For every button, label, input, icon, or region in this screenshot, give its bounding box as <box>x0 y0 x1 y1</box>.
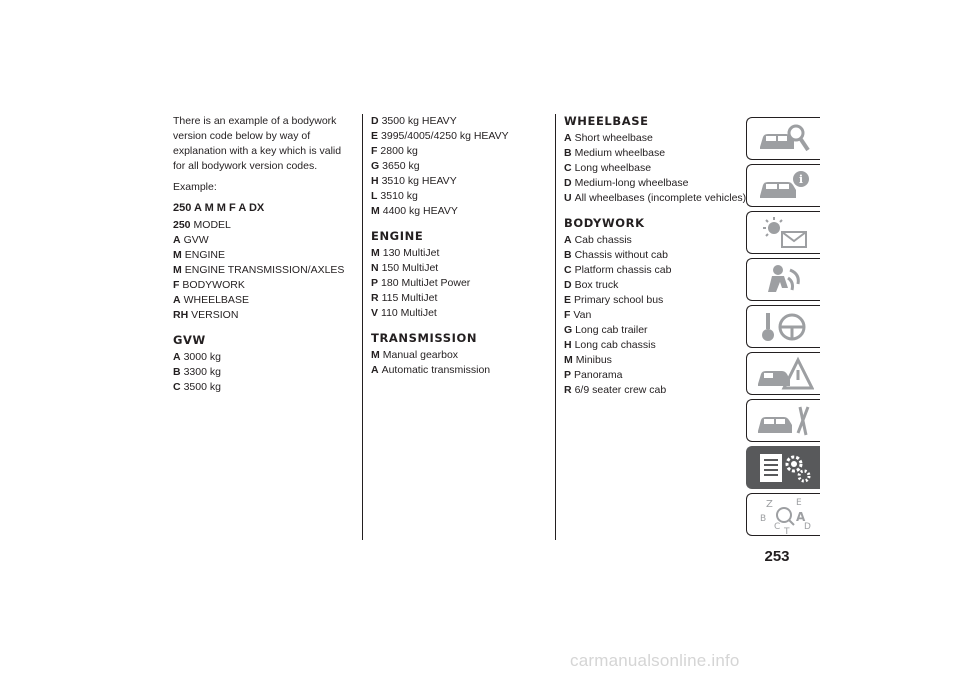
intro-text: There is an example of a bodywork version code below by way of explanation with a key which is valid for all bodywork version codes. <box>173 115 342 172</box>
bodywork-row: F Van <box>564 309 592 321</box>
key-row: RH VERSION <box>173 309 239 321</box>
bodywork-row: M Minibus <box>564 354 612 366</box>
wheelbase-heading: WHEELBASE <box>564 114 649 128</box>
column-3 <box>564 114 747 398</box>
example-label: Example: <box>173 181 217 193</box>
index-letter: Z <box>765 498 773 510</box>
wheelbase-row: D Medium-long wheelbase <box>564 177 689 189</box>
gvw-row: H 3510 kg HEAVY <box>371 175 457 187</box>
column-divider <box>362 114 363 540</box>
index-letter: T <box>783 526 789 535</box>
gvw-row: G 3650 kg <box>371 160 420 172</box>
gvw-row: C 3500 kg <box>173 381 221 393</box>
page-number: 253 <box>764 548 790 565</box>
column-divider <box>555 114 556 540</box>
column-1 <box>173 114 355 395</box>
key-row: A WHEELBASE <box>173 294 249 306</box>
tab-key-steering-wheel[interactable] <box>746 305 820 348</box>
wheelbase-row: B Medium wheelbase <box>564 147 666 159</box>
person-airbag-icon <box>754 262 814 298</box>
watermark-text: carmanualsonline.info <box>570 651 740 670</box>
wheelbase-row: A Short wheelbase <box>564 132 653 144</box>
wheelbase-row: U All wheelbases (incomplete vehicles) <box>564 192 747 204</box>
tab-car-info[interactable] <box>746 164 820 207</box>
tab-list-gears[interactable] <box>746 446 820 489</box>
list-gears-icon <box>754 450 814 486</box>
car-wrench-icon <box>754 403 814 439</box>
bodywork-heading: BODYWORK <box>564 216 645 230</box>
car-info-icon <box>754 168 814 204</box>
key-row: F BODYWORK <box>173 279 245 291</box>
engine-row: M 130 MultiJet <box>371 247 440 259</box>
transmission-heading: TRANSMISSION <box>371 331 478 345</box>
wheelbase-row: C Long wheelbase <box>564 162 652 174</box>
bodywork-row: A Cab chassis <box>564 234 632 246</box>
bodywork-row: B Chassis without cab <box>564 249 668 261</box>
key-row: A GVW <box>173 234 209 246</box>
engine-row: P 180 MultiJet Power <box>371 277 471 289</box>
engine-row: V 110 MultiJet <box>371 307 437 319</box>
car-magnifier-icon <box>754 121 814 157</box>
bodywork-row: G Long cab trailer <box>564 324 648 336</box>
tab-car-wrench[interactable] <box>746 399 820 442</box>
key-list <box>173 218 355 323</box>
transmission-row: A Automatic transmission <box>371 364 491 376</box>
svg-text:i: i <box>798 172 803 186</box>
bodywork-row: R 6/9 seater crew cab <box>564 384 667 396</box>
key-row: M ENGINE <box>173 249 226 261</box>
gvw-row: M 4400 kg HEAVY <box>371 205 458 217</box>
bodywork-row: P Panorama <box>564 369 623 381</box>
index-letter: D <box>803 521 811 532</box>
column-2 <box>371 114 549 378</box>
car-warning-triangle-icon <box>754 356 814 392</box>
bodywork-row: C Platform chassis cab <box>564 264 672 276</box>
tab-car-magnifier[interactable] <box>746 117 820 160</box>
transmission-row: M Manual gearbox <box>371 349 459 361</box>
example-code: 250 A M M F A DX <box>173 202 265 214</box>
tab-light-envelope[interactable] <box>746 211 820 254</box>
index-letter: E <box>795 497 802 508</box>
alphabet-index-icon <box>754 495 814 535</box>
index-letter: B <box>759 513 766 524</box>
engine-row: R 115 MultiJet <box>371 292 438 304</box>
light-envelope-icon <box>754 215 814 251</box>
engine-row: N 150 MultiJet <box>371 262 439 274</box>
gvw-row: F 2800 kg <box>371 145 418 157</box>
key-steering-wheel-icon <box>754 309 814 345</box>
gvw-heading: GVW <box>173 333 206 347</box>
gvw-row: L 3510 kg <box>371 190 418 202</box>
gvw-row: D 3500 kg HEAVY <box>371 115 457 127</box>
tab-alphabet-index[interactable] <box>746 493 820 536</box>
chapter-tabs <box>746 117 820 540</box>
bodywork-row: D Box truck <box>564 279 619 291</box>
gvw-row: B 3300 kg <box>173 366 221 378</box>
key-row: 250 MODEL <box>173 219 231 231</box>
index-letter: A <box>795 509 805 524</box>
engine-heading: ENGINE <box>371 229 424 243</box>
bodywork-row: H Long cab chassis <box>564 339 656 351</box>
tab-car-warning-triangle[interactable] <box>746 352 820 395</box>
key-row: M ENGINE TRANSMISSION/AXLES <box>173 264 345 276</box>
bodywork-row: E Primary school bus <box>564 294 664 306</box>
tab-person-airbag[interactable] <box>746 258 820 301</box>
gvw-row: A 3000 kg <box>173 351 221 363</box>
index-letter: C <box>773 521 780 532</box>
gvw-row: E 3995/4005/4250 kg HEAVY <box>371 130 509 142</box>
